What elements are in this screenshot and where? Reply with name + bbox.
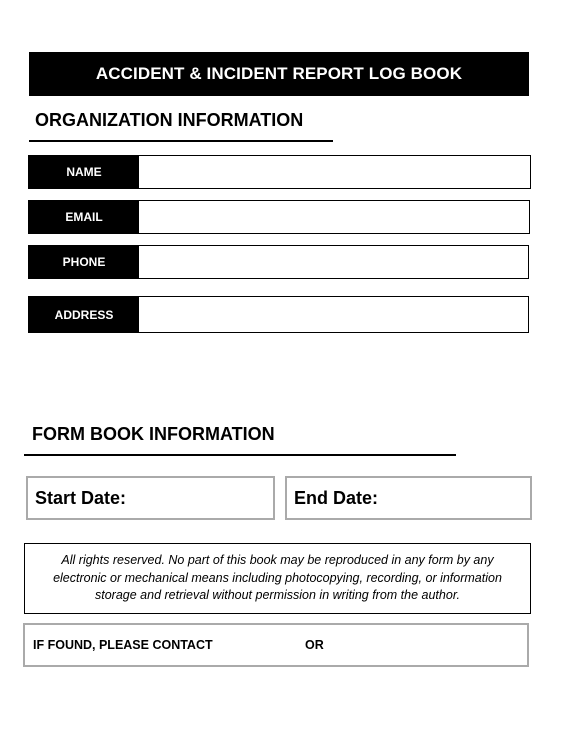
contact-label: IF FOUND, PLEASE CONTACT: [33, 638, 213, 652]
email-field-row: [28, 200, 530, 234]
organization-heading-rule: [29, 140, 333, 142]
end-date-label: End Date:: [294, 487, 379, 508]
address-label: ADDRESS: [29, 297, 139, 332]
address-field-row: [28, 296, 529, 333]
name-field[interactable]: [139, 156, 530, 188]
start-date-field[interactable]: [26, 476, 275, 520]
rights-notice: [24, 543, 531, 614]
contact-field[interactable]: [23, 623, 529, 667]
rights-text: All rights reserved. No part of this book may be reproduced in any form by any electronic or mechanical means including photocopying, recording, or information storage and retrieval without permission in writing from the author.: [53, 553, 502, 603]
email-field[interactable]: [139, 201, 529, 233]
organization-heading: ORGANIZATION INFORMATION: [35, 110, 304, 130]
address-field[interactable]: [139, 297, 528, 332]
form-book-heading-rule: [24, 454, 456, 456]
phone-field-row: [28, 245, 529, 279]
phone-field[interactable]: [139, 246, 528, 278]
contact-or-label: OR: [305, 638, 324, 652]
end-date-field[interactable]: [285, 476, 532, 520]
page-title: ACCIDENT & INCIDENT REPORT LOG BOOK: [29, 52, 529, 96]
name-label: NAME: [29, 156, 139, 188]
email-label: EMAIL: [29, 201, 139, 233]
name-field-row: [28, 155, 531, 189]
phone-label: PHONE: [29, 246, 139, 278]
form-book-heading: FORM BOOK INFORMATION: [32, 424, 275, 444]
start-date-label: Start Date:: [35, 487, 127, 508]
